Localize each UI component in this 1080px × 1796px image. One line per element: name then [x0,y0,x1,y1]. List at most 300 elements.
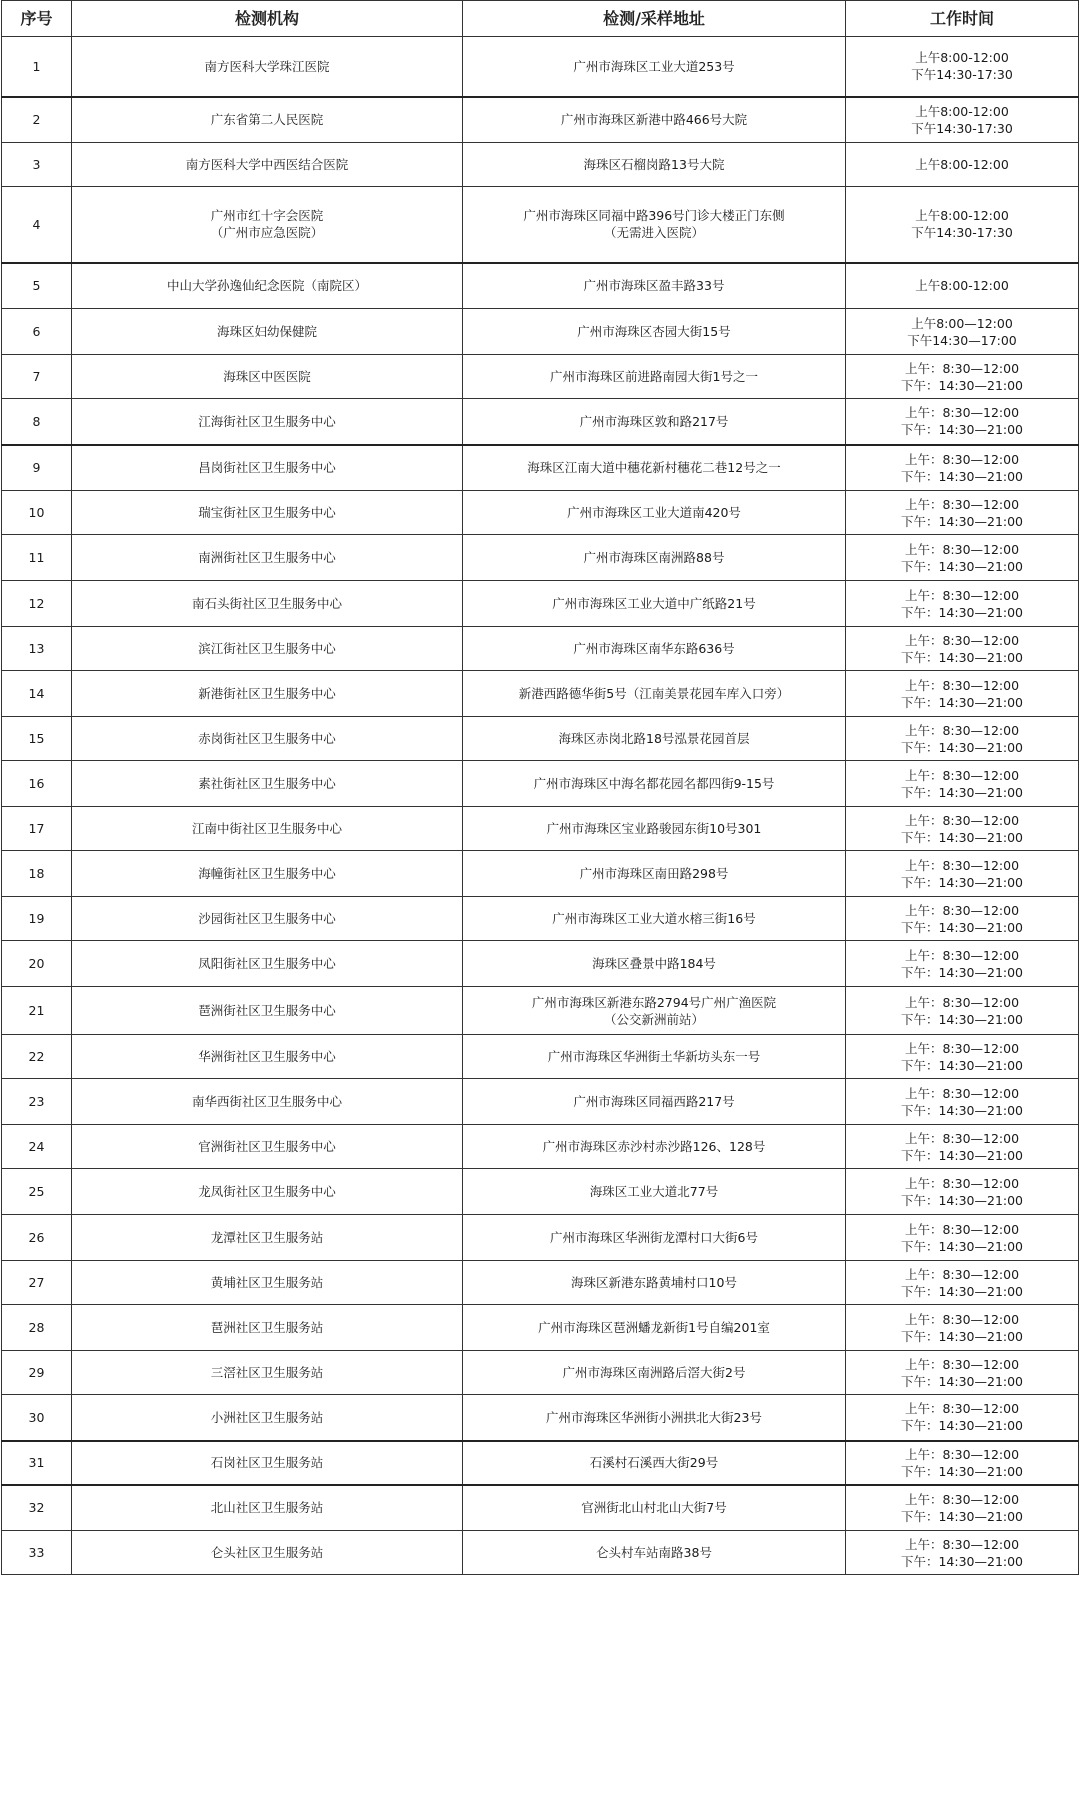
hours-line: 上午：8:30—12:00 [904,1040,1020,1056]
org-line: 北山社区卫生服务站 [210,1500,324,1516]
cell-organization [72,491,463,535]
address-line: 广州市海珠区中海名都花园名都四街9-15号 [533,776,775,791]
cell-hours [846,851,1079,897]
hours-line: 下午：14:30—21:00 [900,1418,1024,1434]
hours-line: 上午：8:30—12:00 [904,360,1020,376]
hours-line: 下午：14:30—21:00 [900,784,1024,800]
hours-line: 上午：8:30—12:00 [904,541,1020,557]
cell-organization [72,671,463,717]
cell-organization [72,1215,463,1261]
cell-index: 5 [2,263,72,309]
table-row [2,535,1079,581]
cell-hours [846,97,1079,143]
cell-index: 6 [2,309,72,355]
address-line: 官洲街北山村北山大街7号 [581,1500,727,1516]
cell-address [463,1215,846,1261]
cell-address [463,851,846,897]
hours-line: 下午：14:30—21:00 [900,649,1024,665]
hours-line: 下午：14:30—21:00 [900,694,1024,710]
hours-line: 下午14:30-17:30 [911,120,1013,136]
hours-line: 上午：8:30—12:00 [904,587,1020,603]
cell-organization [72,535,463,581]
hours-line: 下午：14:30—21:00 [900,1283,1024,1299]
cell-organization [72,97,463,143]
org-line: 石岗社区卫生服务站 [210,1455,324,1470]
cell-organization [72,445,463,491]
cell-hours [846,941,1079,987]
cell-index: 1 [2,37,72,97]
hours-line: 下午14:30-17:30 [911,225,1013,241]
table-row [2,355,1079,399]
hours-line: 下午14:30—17:00 [907,332,1017,348]
address-line: （无需进入医院） [603,225,704,241]
address-line: 广州市海珠区南洲路88号 [583,550,725,565]
org-line: 素社街社区卫生服务中心 [198,776,336,791]
table-row [2,627,1079,671]
table-row [2,1035,1079,1079]
cell-index: 22 [2,1035,72,1079]
table-row [2,1395,1079,1441]
cell-index: 8 [2,399,72,445]
cell-hours [846,1485,1079,1531]
cell-address [463,897,846,941]
cell-address [463,399,846,445]
address-line: 海珠区叠景中路184号 [592,956,716,971]
cell-index: 12 [2,581,72,627]
cell-index: 15 [2,717,72,761]
org-line: 龙潭社区卫生服务站 [210,1230,324,1245]
cell-organization [72,355,463,399]
table-row [2,1351,1079,1395]
org-line: 南石头街社区卫生服务中心 [191,596,342,611]
table-row [2,671,1079,717]
cell-hours [846,671,1079,717]
cell-hours [846,1079,1079,1125]
address-line: 广州市海珠区工业大道253号 [573,58,735,74]
address-line: 广州市海珠区盈丰路33号 [583,278,725,294]
address-line: 广州市海珠区琶洲蟠龙新街1号自编201室 [538,1320,770,1335]
cell-address [463,1261,846,1305]
hours-line: 下午：14:30—21:00 [900,874,1024,890]
cell-hours [846,1441,1079,1485]
org-line: 黄埔社区卫生服务站 [210,1275,324,1290]
address-line: 广州市海珠区新港东路2794号广州广渔医院 [531,994,777,1010]
hours-line: 下午：14:30—21:00 [900,468,1024,484]
cell-organization [72,627,463,671]
org-line: 华洲街社区卫生服务中心 [198,1049,336,1064]
hours-line: 下午：14:30—21:00 [900,1192,1024,1208]
hours-line: 下午：14:30—21:00 [900,422,1024,438]
cell-address [463,187,846,263]
address-line: 广州市海珠区前进路南园大街1号之一 [550,369,758,384]
cell-index: 4 [2,187,72,263]
table-row [2,1169,1079,1215]
hours-line: 下午：14:30—21:00 [900,1508,1024,1524]
table-row [2,97,1079,143]
table-row [2,309,1079,355]
table-row [2,187,1079,263]
table-row [2,491,1079,535]
cell-organization [72,187,463,263]
cell-index: 23 [2,1079,72,1125]
hours-line: 下午：14:30—21:00 [900,829,1024,845]
cell-address [463,807,846,851]
hours-line: 上午8:00-12:00 [915,157,1009,172]
org-line: 凤阳街社区卫生服务中心 [198,956,336,971]
cell-organization [72,1351,463,1395]
cell-hours [846,897,1079,941]
hours-line: 下午：14:30—21:00 [900,739,1024,755]
cell-address [463,143,846,187]
cell-organization [72,1485,463,1531]
table-row [2,1079,1079,1125]
cell-address [463,1079,846,1125]
table-row [2,941,1079,987]
table-row [2,761,1079,807]
hours-line: 下午：14:30—21:00 [900,919,1024,935]
hours-line: 上午：8:30—12:00 [904,496,1020,512]
org-line: 广东省第二人民医院 [210,112,324,128]
address-line: 海珠区新港东路黄埔村口10号 [571,1275,737,1290]
cell-hours [846,37,1079,97]
org-line: 官洲街社区卫生服务中心 [198,1139,336,1154]
cell-organization [72,581,463,627]
cell-address [463,1485,846,1531]
header-hours: 工作时间 [846,1,1079,37]
cell-organization [72,1261,463,1305]
address-line: 广州市海珠区同福中路396号门诊大楼正门东侧 [523,208,785,224]
org-line: 广州市红十字会医院 [210,208,324,224]
address-line: 海珠区赤岗北路18号泓景花园首层 [558,731,750,746]
cell-organization [72,143,463,187]
cell-address [463,535,846,581]
cell-organization [72,761,463,807]
header-organization: 检测机构 [72,1,463,37]
cell-hours [846,1351,1079,1395]
cell-index: 11 [2,535,72,581]
org-line: 海幢街社区卫生服务中心 [198,866,336,881]
cell-address [463,987,846,1035]
cell-address [463,355,846,399]
hours-line: 上午8:00-12:00 [915,278,1009,294]
header-index: 序号 [2,1,72,37]
address-line: 广州市海珠区南华东路636号 [573,641,735,656]
hours-line: 下午：14:30—21:00 [900,1373,1024,1389]
org-line: 三滘社区卫生服务站 [210,1365,324,1380]
cell-organization [72,941,463,987]
cell-organization [72,37,463,97]
address-line: 广州市海珠区华洲街小洲拱北大街23号 [546,1409,762,1425]
table-row [2,1531,1079,1575]
org-line: 海珠区中医医院 [223,369,311,384]
org-line: 南方医科大学珠江医院 [204,58,330,74]
org-line: （广州市应急医院） [210,225,324,241]
cell-hours [846,445,1079,491]
org-line: 中山大学孙逸仙纪念医院（南院区） [166,278,367,294]
hours-line: 上午：8:30—12:00 [904,405,1020,421]
cell-hours [846,355,1079,399]
cell-address [463,37,846,97]
table-row [2,399,1079,445]
cell-organization [72,1169,463,1215]
table-row [2,37,1079,97]
cell-address [463,671,846,717]
table-row [2,987,1079,1035]
hours-line: 上午：8:30—12:00 [904,857,1020,873]
hours-line: 下午：14:30—21:00 [900,1553,1024,1569]
cell-index: 14 [2,671,72,717]
address-line: 广州市海珠区新港中路466号大院 [560,112,748,128]
table-row [2,1125,1079,1169]
cell-address [463,1125,846,1169]
address-line: 新港西路德华街5号（江南美景花园车库入口旁） [518,686,790,701]
cell-address [463,1531,846,1575]
cell-index: 21 [2,987,72,1035]
cell-index: 26 [2,1215,72,1261]
org-line: 琶洲街社区卫生服务中心 [198,1003,336,1018]
hours-line: 上午：8:30—12:00 [904,1085,1020,1101]
hours-line: 上午8:00-12:00 [915,50,1009,66]
address-line: 广州市海珠区工业大道中广纸路21号 [552,596,756,611]
hours-line: 上午：8:30—12:00 [904,1175,1020,1191]
cell-hours [846,581,1079,627]
hours-line: 上午：8:30—12:00 [904,632,1020,648]
cell-hours [846,1261,1079,1305]
cell-organization [72,1441,463,1485]
cell-hours [846,1035,1079,1079]
cell-address [463,1169,846,1215]
cell-organization [72,987,463,1035]
hours-line: 上午：8:30—12:00 [904,1401,1020,1417]
org-line: 江南中街社区卫生服务中心 [191,821,342,836]
cell-index: 7 [2,355,72,399]
cell-hours [846,1169,1079,1215]
cell-hours [846,491,1079,535]
cell-organization [72,717,463,761]
cell-index: 30 [2,1395,72,1441]
cell-index: 9 [2,445,72,491]
cell-hours [846,1531,1079,1575]
address-line: 广州市海珠区华洲街土华新坊头东一号 [547,1049,761,1064]
hours-line: 上午：8:30—12:00 [904,1491,1020,1507]
table-row [2,143,1079,187]
cell-hours [846,143,1079,187]
cell-index: 20 [2,941,72,987]
hours-line: 下午：14:30—21:00 [900,1238,1024,1254]
org-line: 瑞宝街社区卫生服务中心 [198,505,336,520]
cell-organization [72,897,463,941]
table-row [2,263,1079,309]
org-line: 沙园街社区卫生服务中心 [198,911,336,926]
hours-line: 上午8:00—12:00 [911,315,1013,331]
table-row [2,581,1079,627]
cell-organization [72,1079,463,1125]
testing-sites-table [1,0,1079,1575]
address-line: 广州市海珠区工业大道水榕三街16号 [552,911,756,926]
hours-line: 下午：14:30—21:00 [900,1102,1024,1118]
table-header [2,1,1079,37]
org-line: 琶洲社区卫生服务站 [210,1320,324,1335]
cell-index: 29 [2,1351,72,1395]
org-line: 海珠区妇幼保健院 [216,324,317,339]
cell-organization [72,263,463,309]
cell-organization [72,309,463,355]
cell-address [463,627,846,671]
cell-address [463,97,846,143]
org-line: 小洲社区卫生服务站 [210,1409,324,1425]
org-line: 赤岗街社区卫生服务中心 [198,731,336,746]
table-row [2,1261,1079,1305]
cell-index: 24 [2,1125,72,1169]
cell-organization [72,851,463,897]
cell-address [463,1305,846,1351]
cell-organization [72,399,463,445]
hours-line: 下午：14:30—21:00 [900,604,1024,620]
cell-hours [846,1125,1079,1169]
hours-line: 上午：8:30—12:00 [904,1356,1020,1372]
cell-hours [846,987,1079,1035]
org-line: 仑头社区卫生服务站 [210,1545,324,1560]
hours-line: 上午：8:30—12:00 [904,1446,1020,1462]
cell-organization [72,807,463,851]
address-line: 广州市海珠区华洲街龙潭村口大街6号 [550,1230,758,1245]
cell-address [463,717,846,761]
cell-address [463,1351,846,1395]
cell-hours [846,263,1079,309]
table-row [2,807,1079,851]
cell-index: 16 [2,761,72,807]
cell-index: 3 [2,143,72,187]
org-line: 滨江街社区卫生服务中心 [198,641,336,656]
hours-line: 下午：14:30—21:00 [900,964,1024,980]
org-line: 昌岗街社区卫生服务中心 [198,460,336,476]
org-line: 南方医科大学中西医结合医院 [185,157,349,172]
cell-address [463,1035,846,1079]
hours-line: 下午：14:30—21:00 [900,1011,1024,1027]
org-line: 江海街社区卫生服务中心 [198,413,336,429]
cell-index: 31 [2,1441,72,1485]
cell-index: 10 [2,491,72,535]
hours-line: 下午：14:30—21:00 [900,558,1024,574]
cell-organization [72,1395,463,1441]
table-body [2,37,1079,1575]
address-line: 广州市海珠区杏园大街15号 [577,324,731,339]
cell-index: 32 [2,1485,72,1531]
org-line: 南洲街社区卫生服务中心 [198,550,336,565]
table-row [2,851,1079,897]
hours-line: 上午：8:30—12:00 [904,722,1020,738]
hours-line: 上午：8:30—12:00 [904,677,1020,693]
cell-address [463,491,846,535]
address-line: 海珠区工业大道北77号 [589,1184,719,1199]
table-row [2,1215,1079,1261]
cell-index: 25 [2,1169,72,1215]
org-line: 新港街社区卫生服务中心 [198,686,336,701]
table-row [2,445,1079,491]
table-row [2,897,1079,941]
hours-line: 下午：14:30—21:00 [900,1463,1024,1479]
hours-line: 上午：8:30—12:00 [904,1266,1020,1282]
cell-hours [846,717,1079,761]
address-line: 广州市海珠区宝业路骏园东街10号301 [546,821,762,836]
hours-line: 上午：8:30—12:00 [904,947,1020,963]
hours-line: 上午：8:30—12:00 [904,1130,1020,1146]
cell-hours [846,807,1079,851]
hours-line: 上午：8:30—12:00 [904,812,1020,828]
address-line: 石溪村石溪西大街29号 [589,1455,719,1470]
hours-line: 下午：14:30—21:00 [900,513,1024,529]
cell-organization [72,1305,463,1351]
cell-address [463,445,846,491]
hours-line: 上午：8:30—12:00 [904,1221,1020,1237]
cell-organization [72,1125,463,1169]
cell-hours [846,535,1079,581]
cell-organization [72,1035,463,1079]
cell-index: 2 [2,97,72,143]
address-line: 海珠区石榴岗路13号大院 [583,157,725,172]
cell-address [463,263,846,309]
cell-index: 13 [2,627,72,671]
cell-index: 28 [2,1305,72,1351]
table-row [2,717,1079,761]
cell-hours [846,761,1079,807]
hours-line: 上午8:00-12:00 [915,103,1009,119]
address-line: 广州市海珠区南田路298号 [579,866,729,881]
cell-address [463,309,846,355]
address-line: 广州市海珠区工业大道南420号 [567,505,741,520]
hours-line: 下午：14:30—21:00 [900,1057,1024,1073]
cell-address [463,581,846,627]
hours-line: 下午：14:30—21:00 [900,1147,1024,1163]
cell-hours [846,187,1079,263]
cell-index: 17 [2,807,72,851]
hours-line: 上午：8:30—12:00 [904,1536,1020,1552]
hours-line: 上午：8:30—12:00 [904,1311,1020,1327]
cell-address [463,761,846,807]
hours-line: 上午8:00-12:00 [915,208,1009,224]
cell-hours [846,309,1079,355]
address-line: 仑头村车站南路38号 [596,1545,712,1560]
address-line: 海珠区江南大道中穗花新村穗花二巷12号之一 [527,460,781,476]
cell-address [463,1395,846,1441]
address-line: 广州市海珠区敦和路217号 [579,413,729,429]
org-line: 南华西街社区卫生服务中心 [191,1094,342,1109]
org-line: 龙凤街社区卫生服务中心 [198,1184,336,1199]
hours-line: 上午：8:30—12:00 [904,902,1020,918]
cell-address [463,1441,846,1485]
hours-line: 下午：14:30—21:00 [900,377,1024,393]
cell-hours [846,1395,1079,1441]
address-line: 广州市海珠区赤沙村赤沙路126、128号 [542,1139,766,1154]
cell-index: 18 [2,851,72,897]
hours-line: 上午：8:30—12:00 [904,767,1020,783]
table-row [2,1305,1079,1351]
cell-index: 33 [2,1531,72,1575]
cell-hours [846,399,1079,445]
address-line: 广州市海珠区同福西路217号 [573,1094,735,1109]
cell-index: 27 [2,1261,72,1305]
table-row [2,1441,1079,1485]
hours-line: 下午：14:30—21:00 [900,1328,1024,1344]
table-row [2,1485,1079,1531]
hours-line: 下午14:30-17:30 [911,67,1013,83]
cell-hours [846,627,1079,671]
cell-hours [846,1305,1079,1351]
cell-hours [846,1215,1079,1261]
address-line: 广州市海珠区南洲路后滘大街2号 [562,1365,746,1380]
cell-address [463,941,846,987]
hours-line: 上午：8:30—12:00 [904,451,1020,467]
